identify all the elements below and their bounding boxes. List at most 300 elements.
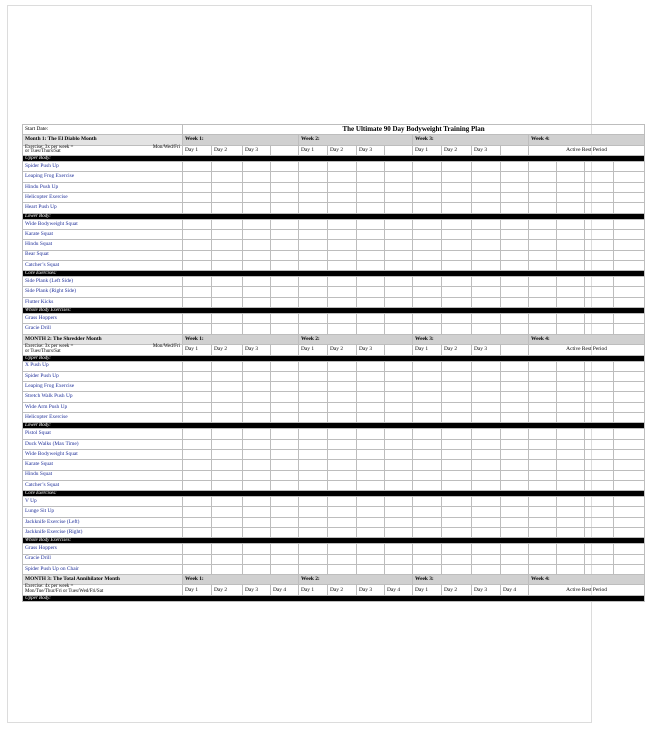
log-cell[interactable]: [271, 470, 299, 480]
log-cell[interactable]: [585, 314, 614, 324]
log-cell[interactable]: [299, 250, 328, 260]
log-cell[interactable]: [183, 544, 212, 554]
log-cell[interactable]: [557, 229, 585, 239]
log-cell[interactable]: [271, 314, 299, 324]
log-cell[interactable]: [472, 324, 501, 334]
log-cell[interactable]: [357, 229, 385, 239]
log-cell[interactable]: [472, 497, 501, 507]
log-cell[interactable]: [183, 277, 212, 287]
log-cell[interactable]: [357, 203, 385, 213]
log-cell[interactable]: [243, 449, 271, 459]
log-cell[interactable]: [212, 497, 243, 507]
log-cell[interactable]: [243, 203, 271, 213]
log-cell[interactable]: [271, 527, 299, 537]
log-cell[interactable]: [328, 544, 357, 554]
log-cell[interactable]: [385, 449, 413, 459]
log-cell[interactable]: [442, 240, 472, 250]
log-cell[interactable]: [271, 240, 299, 250]
log-cell[interactable]: [385, 460, 413, 470]
log-cell[interactable]: [529, 382, 557, 392]
log-cell[interactable]: [299, 470, 328, 480]
log-cell[interactable]: [501, 554, 529, 564]
log-cell[interactable]: [385, 480, 413, 490]
log-cell[interactable]: [299, 497, 328, 507]
log-cell[interactable]: [212, 392, 243, 402]
log-cell[interactable]: [614, 470, 645, 480]
log-cell[interactable]: [413, 250, 442, 260]
log-cell[interactable]: [328, 361, 357, 371]
log-cell[interactable]: [299, 517, 328, 527]
log-cell[interactable]: [271, 229, 299, 239]
log-cell[interactable]: [413, 371, 442, 381]
log-cell[interactable]: [529, 260, 557, 270]
log-cell[interactable]: [328, 382, 357, 392]
log-cell[interactable]: [271, 182, 299, 192]
log-cell[interactable]: [299, 162, 328, 172]
log-cell[interactable]: [557, 182, 585, 192]
log-cell[interactable]: [557, 449, 585, 459]
log-cell[interactable]: [472, 480, 501, 490]
log-cell[interactable]: [385, 203, 413, 213]
log-cell[interactable]: [183, 240, 212, 250]
log-cell[interactable]: [212, 203, 243, 213]
log-cell[interactable]: [357, 429, 385, 439]
log-cell[interactable]: [585, 392, 614, 402]
log-cell[interactable]: [183, 250, 212, 260]
log-cell[interactable]: [557, 172, 585, 182]
log-cell[interactable]: [243, 439, 271, 449]
log-cell[interactable]: [385, 439, 413, 449]
log-cell[interactable]: [299, 439, 328, 449]
log-cell[interactable]: [557, 297, 585, 307]
log-cell[interactable]: [442, 392, 472, 402]
log-cell[interactable]: [299, 507, 328, 517]
log-cell[interactable]: [614, 219, 645, 229]
log-cell[interactable]: [413, 564, 442, 574]
log-cell[interactable]: [413, 260, 442, 270]
log-cell[interactable]: [557, 480, 585, 490]
log-cell[interactable]: [501, 260, 529, 270]
log-cell[interactable]: [614, 429, 645, 439]
log-cell[interactable]: [413, 361, 442, 371]
log-cell[interactable]: [472, 361, 501, 371]
log-cell[interactable]: [614, 460, 645, 470]
log-cell[interactable]: [501, 324, 529, 334]
log-cell[interactable]: [585, 382, 614, 392]
log-cell[interactable]: [328, 182, 357, 192]
log-cell[interactable]: [442, 480, 472, 490]
log-cell[interactable]: [501, 497, 529, 507]
log-cell[interactable]: [614, 382, 645, 392]
log-cell[interactable]: [357, 260, 385, 270]
log-cell[interactable]: [413, 172, 442, 182]
log-cell[interactable]: [472, 229, 501, 239]
log-cell[interactable]: [243, 182, 271, 192]
log-cell[interactable]: [328, 287, 357, 297]
log-cell[interactable]: [357, 402, 385, 412]
log-cell[interactable]: [501, 182, 529, 192]
log-cell[interactable]: [299, 449, 328, 459]
log-cell[interactable]: [413, 162, 442, 172]
log-cell[interactable]: [442, 182, 472, 192]
log-cell[interactable]: [357, 182, 385, 192]
log-cell[interactable]: [614, 392, 645, 402]
log-cell[interactable]: [585, 429, 614, 439]
log-cell[interactable]: [529, 497, 557, 507]
log-cell[interactable]: [212, 507, 243, 517]
log-cell[interactable]: [183, 497, 212, 507]
log-cell[interactable]: [243, 544, 271, 554]
log-cell[interactable]: [557, 517, 585, 527]
log-cell[interactable]: [614, 402, 645, 412]
log-cell[interactable]: [385, 240, 413, 250]
log-cell[interactable]: [472, 527, 501, 537]
log-cell[interactable]: [501, 449, 529, 459]
log-cell[interactable]: [183, 193, 212, 203]
log-cell[interactable]: [357, 371, 385, 381]
log-cell[interactable]: [385, 172, 413, 182]
log-cell[interactable]: [385, 470, 413, 480]
log-cell[interactable]: [299, 382, 328, 392]
log-cell[interactable]: [385, 402, 413, 412]
log-cell[interactable]: [585, 449, 614, 459]
log-cell[interactable]: [271, 497, 299, 507]
log-cell[interactable]: [212, 460, 243, 470]
log-cell[interactable]: [442, 203, 472, 213]
log-cell[interactable]: [357, 544, 385, 554]
log-cell[interactable]: [271, 219, 299, 229]
log-cell[interactable]: [299, 554, 328, 564]
log-cell[interactable]: [385, 517, 413, 527]
log-cell[interactable]: [243, 480, 271, 490]
log-cell[interactable]: [243, 402, 271, 412]
log-cell[interactable]: [357, 470, 385, 480]
log-cell[interactable]: [212, 527, 243, 537]
log-cell[interactable]: [442, 564, 472, 574]
log-cell[interactable]: [529, 229, 557, 239]
log-cell[interactable]: [413, 287, 442, 297]
log-cell[interactable]: [212, 564, 243, 574]
log-cell[interactable]: [385, 193, 413, 203]
log-cell[interactable]: [585, 250, 614, 260]
log-cell[interactable]: [357, 219, 385, 229]
log-cell[interactable]: [442, 162, 472, 172]
log-cell[interactable]: [442, 172, 472, 182]
log-cell[interactable]: [357, 361, 385, 371]
log-cell[interactable]: [183, 361, 212, 371]
log-cell[interactable]: [614, 324, 645, 334]
log-cell[interactable]: [271, 429, 299, 439]
log-cell[interactable]: [299, 564, 328, 574]
log-cell[interactable]: [529, 564, 557, 574]
log-cell[interactable]: [385, 324, 413, 334]
log-cell[interactable]: [299, 527, 328, 537]
log-cell[interactable]: [442, 429, 472, 439]
log-cell[interactable]: [472, 240, 501, 250]
log-cell[interactable]: [501, 162, 529, 172]
log-cell[interactable]: [271, 297, 299, 307]
log-cell[interactable]: [299, 240, 328, 250]
log-cell[interactable]: [442, 439, 472, 449]
log-cell[interactable]: [243, 324, 271, 334]
log-cell[interactable]: [357, 162, 385, 172]
log-cell[interactable]: [614, 193, 645, 203]
log-cell[interactable]: [212, 449, 243, 459]
log-cell[interactable]: [501, 203, 529, 213]
log-cell[interactable]: [299, 219, 328, 229]
log-cell[interactable]: [413, 413, 442, 423]
log-cell[interactable]: [614, 240, 645, 250]
log-cell[interactable]: [529, 402, 557, 412]
log-cell[interactable]: [413, 314, 442, 324]
log-cell[interactable]: [243, 382, 271, 392]
log-cell[interactable]: [501, 219, 529, 229]
log-cell[interactable]: [328, 250, 357, 260]
log-cell[interactable]: [442, 544, 472, 554]
log-cell[interactable]: [442, 413, 472, 423]
log-cell[interactable]: [529, 324, 557, 334]
log-cell[interactable]: [328, 229, 357, 239]
log-cell[interactable]: [472, 439, 501, 449]
log-cell[interactable]: [299, 402, 328, 412]
log-cell[interactable]: [585, 517, 614, 527]
log-cell[interactable]: [328, 371, 357, 381]
log-cell[interactable]: [585, 554, 614, 564]
log-cell[interactable]: [472, 413, 501, 423]
log-cell[interactable]: [472, 449, 501, 459]
log-cell[interactable]: [243, 260, 271, 270]
log-cell[interactable]: [614, 260, 645, 270]
log-cell[interactable]: [243, 240, 271, 250]
log-cell[interactable]: [243, 250, 271, 260]
log-cell[interactable]: [557, 203, 585, 213]
log-cell[interactable]: [501, 544, 529, 554]
log-cell[interactable]: [385, 392, 413, 402]
log-cell[interactable]: [529, 554, 557, 564]
log-cell[interactable]: [442, 507, 472, 517]
log-cell[interactable]: [271, 554, 299, 564]
log-cell[interactable]: [183, 470, 212, 480]
log-cell[interactable]: [183, 162, 212, 172]
log-cell[interactable]: [271, 250, 299, 260]
log-cell[interactable]: [299, 229, 328, 239]
log-cell[interactable]: [413, 554, 442, 564]
log-cell[interactable]: [299, 203, 328, 213]
log-cell[interactable]: [614, 554, 645, 564]
log-cell[interactable]: [328, 507, 357, 517]
log-cell[interactable]: [501, 439, 529, 449]
log-cell[interactable]: [413, 203, 442, 213]
log-cell[interactable]: [183, 439, 212, 449]
log-cell[interactable]: [529, 240, 557, 250]
log-cell[interactable]: [328, 297, 357, 307]
log-cell[interactable]: [557, 260, 585, 270]
log-cell[interactable]: [501, 517, 529, 527]
log-cell[interactable]: [212, 229, 243, 239]
log-cell[interactable]: [357, 480, 385, 490]
log-cell[interactable]: [614, 162, 645, 172]
log-cell[interactable]: [357, 382, 385, 392]
log-cell[interactable]: [271, 460, 299, 470]
log-cell[interactable]: [271, 449, 299, 459]
log-cell[interactable]: [472, 564, 501, 574]
log-cell[interactable]: [413, 480, 442, 490]
log-cell[interactable]: [328, 240, 357, 250]
log-cell[interactable]: [271, 564, 299, 574]
log-cell[interactable]: [243, 314, 271, 324]
log-cell[interactable]: [472, 429, 501, 439]
log-cell[interactable]: [442, 193, 472, 203]
log-cell[interactable]: [557, 324, 585, 334]
log-cell[interactable]: [557, 361, 585, 371]
log-cell[interactable]: [243, 460, 271, 470]
log-cell[interactable]: [614, 203, 645, 213]
log-cell[interactable]: [614, 277, 645, 287]
log-cell[interactable]: [385, 413, 413, 423]
log-cell[interactable]: [212, 287, 243, 297]
log-cell[interactable]: [585, 229, 614, 239]
log-cell[interactable]: [183, 297, 212, 307]
log-cell[interactable]: [212, 250, 243, 260]
log-cell[interactable]: [212, 361, 243, 371]
log-cell[interactable]: [299, 413, 328, 423]
log-cell[interactable]: [472, 392, 501, 402]
log-cell[interactable]: [529, 172, 557, 182]
log-cell[interactable]: [501, 172, 529, 182]
log-cell[interactable]: [212, 193, 243, 203]
log-cell[interactable]: [299, 172, 328, 182]
log-cell[interactable]: [357, 172, 385, 182]
log-cell[interactable]: [385, 382, 413, 392]
log-cell[interactable]: [183, 413, 212, 423]
log-cell[interactable]: [271, 193, 299, 203]
log-cell[interactable]: [585, 287, 614, 297]
log-cell[interactable]: [585, 507, 614, 517]
log-cell[interactable]: [614, 229, 645, 239]
log-cell[interactable]: [385, 429, 413, 439]
log-cell[interactable]: [328, 517, 357, 527]
log-cell[interactable]: [529, 371, 557, 381]
log-cell[interactable]: [328, 439, 357, 449]
log-cell[interactable]: [413, 219, 442, 229]
log-cell[interactable]: [299, 460, 328, 470]
log-cell[interactable]: [472, 460, 501, 470]
log-cell[interactable]: [413, 229, 442, 239]
log-cell[interactable]: [472, 260, 501, 270]
log-cell[interactable]: [357, 314, 385, 324]
log-cell[interactable]: [212, 219, 243, 229]
log-cell[interactable]: [585, 371, 614, 381]
log-cell[interactable]: [243, 219, 271, 229]
log-cell[interactable]: [385, 229, 413, 239]
log-cell[interactable]: [413, 449, 442, 459]
log-cell[interactable]: [183, 287, 212, 297]
log-cell[interactable]: [557, 564, 585, 574]
log-cell[interactable]: [183, 203, 212, 213]
log-cell[interactable]: [271, 287, 299, 297]
log-cell[interactable]: [442, 554, 472, 564]
log-cell[interactable]: [243, 527, 271, 537]
log-cell[interactable]: [557, 250, 585, 260]
log-cell[interactable]: [585, 260, 614, 270]
log-cell[interactable]: [557, 371, 585, 381]
log-cell[interactable]: [585, 162, 614, 172]
log-cell[interactable]: [557, 162, 585, 172]
log-cell[interactable]: [385, 287, 413, 297]
log-cell[interactable]: [472, 162, 501, 172]
log-cell[interactable]: [557, 429, 585, 439]
log-cell[interactable]: [472, 182, 501, 192]
log-cell[interactable]: [472, 371, 501, 381]
log-cell[interactable]: [385, 182, 413, 192]
log-cell[interactable]: [614, 480, 645, 490]
log-cell[interactable]: [413, 429, 442, 439]
log-cell[interactable]: [557, 277, 585, 287]
log-cell[interactable]: [328, 413, 357, 423]
log-cell[interactable]: [212, 413, 243, 423]
log-cell[interactable]: [183, 182, 212, 192]
log-cell[interactable]: [442, 250, 472, 260]
log-cell[interactable]: [328, 324, 357, 334]
log-cell[interactable]: [183, 219, 212, 229]
log-cell[interactable]: [585, 193, 614, 203]
log-cell[interactable]: [299, 314, 328, 324]
log-cell[interactable]: [328, 402, 357, 412]
log-cell[interactable]: [614, 287, 645, 297]
log-cell[interactable]: [501, 527, 529, 537]
log-cell[interactable]: [299, 277, 328, 287]
log-cell[interactable]: [585, 402, 614, 412]
log-cell[interactable]: [501, 250, 529, 260]
log-cell[interactable]: [614, 250, 645, 260]
log-cell[interactable]: [413, 382, 442, 392]
log-cell[interactable]: [212, 517, 243, 527]
log-cell[interactable]: [442, 287, 472, 297]
log-cell[interactable]: [385, 497, 413, 507]
log-cell[interactable]: [299, 193, 328, 203]
log-cell[interactable]: [529, 361, 557, 371]
log-cell[interactable]: [472, 554, 501, 564]
log-cell[interactable]: [212, 260, 243, 270]
log-cell[interactable]: [501, 240, 529, 250]
log-cell[interactable]: [501, 229, 529, 239]
log-cell[interactable]: [328, 219, 357, 229]
log-cell[interactable]: [271, 392, 299, 402]
log-cell[interactable]: [413, 470, 442, 480]
log-cell[interactable]: [357, 193, 385, 203]
log-cell[interactable]: [472, 172, 501, 182]
log-cell[interactable]: [357, 277, 385, 287]
log-cell[interactable]: [413, 392, 442, 402]
log-cell[interactable]: [328, 554, 357, 564]
log-cell[interactable]: [501, 480, 529, 490]
log-cell[interactable]: [501, 413, 529, 423]
log-cell[interactable]: [357, 240, 385, 250]
log-cell[interactable]: [442, 219, 472, 229]
log-cell[interactable]: [271, 371, 299, 381]
log-cell[interactable]: [442, 517, 472, 527]
log-cell[interactable]: [385, 507, 413, 517]
log-cell[interactable]: [501, 429, 529, 439]
log-cell[interactable]: [614, 497, 645, 507]
log-cell[interactable]: [557, 470, 585, 480]
log-cell[interactable]: [328, 449, 357, 459]
log-cell[interactable]: [271, 517, 299, 527]
log-cell[interactable]: [328, 392, 357, 402]
log-cell[interactable]: [585, 324, 614, 334]
log-cell[interactable]: [271, 361, 299, 371]
log-cell[interactable]: [442, 277, 472, 287]
